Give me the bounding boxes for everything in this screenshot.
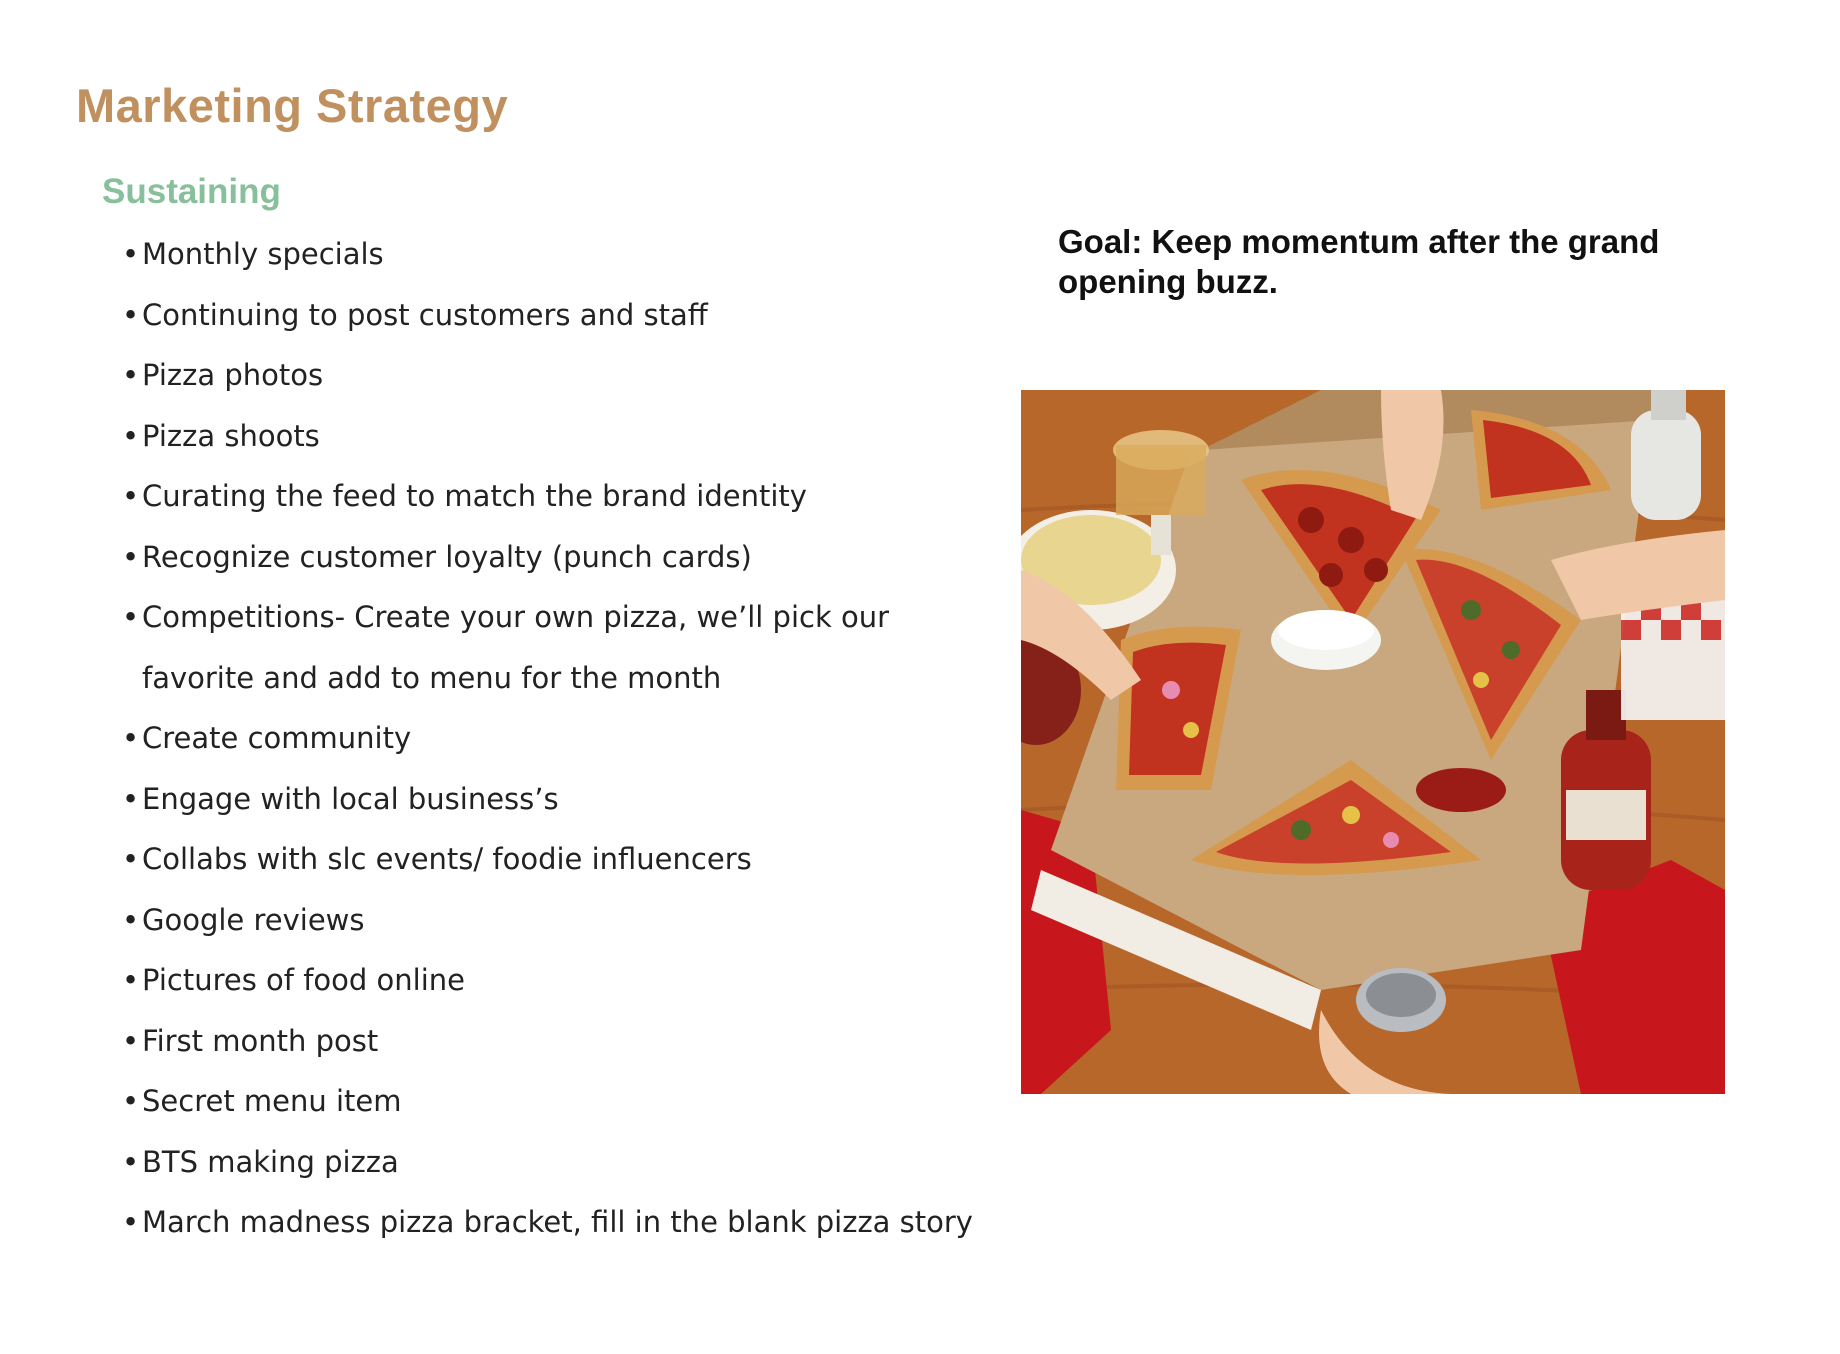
list-item: • Collabs with slc events/ foodie influencers (122, 829, 1002, 890)
section-subtitle: Sustaining (102, 172, 281, 211)
list-item: • March madness pizza bracket, fill in the blank pizza story (122, 1192, 1002, 1253)
goal-statement: Goal: Keep momentum after the grand opening buzz. (1058, 223, 1660, 300)
list-item: • BTS making pizza (122, 1132, 1002, 1193)
list-item: • Recognize customer loyalty (punch cards) (122, 527, 1002, 588)
list-item: • First month post (122, 1011, 1002, 1072)
page-title: Marketing Strategy (76, 79, 509, 132)
pizza-box-photo (1021, 390, 1725, 1094)
list-item: • Curating the feed to match the brand identity (122, 466, 1002, 527)
list-item: • Engage with local business’s (122, 769, 1002, 830)
list-item: • Google reviews (122, 890, 1002, 951)
sauce-spill (1416, 768, 1506, 812)
list-item: • Monthly specials (122, 224, 1002, 285)
list-item: • Pizza shoots (122, 406, 1002, 467)
list-item: • Secret menu item (122, 1071, 1002, 1132)
list-item: • Create community (122, 708, 1002, 769)
list-item: • Competitions- Create your own pizza, we’ll pick our favorite and add to menu for the month (122, 587, 1002, 708)
pizza-illustration (1021, 390, 1725, 1094)
list-item: • Pictures of food online (122, 950, 1002, 1011)
list-item: • Continuing to post customers and staff (122, 285, 1002, 346)
list-item: • Pizza photos (122, 345, 1002, 406)
strategy-bullet-list (122, 224, 1002, 1253)
